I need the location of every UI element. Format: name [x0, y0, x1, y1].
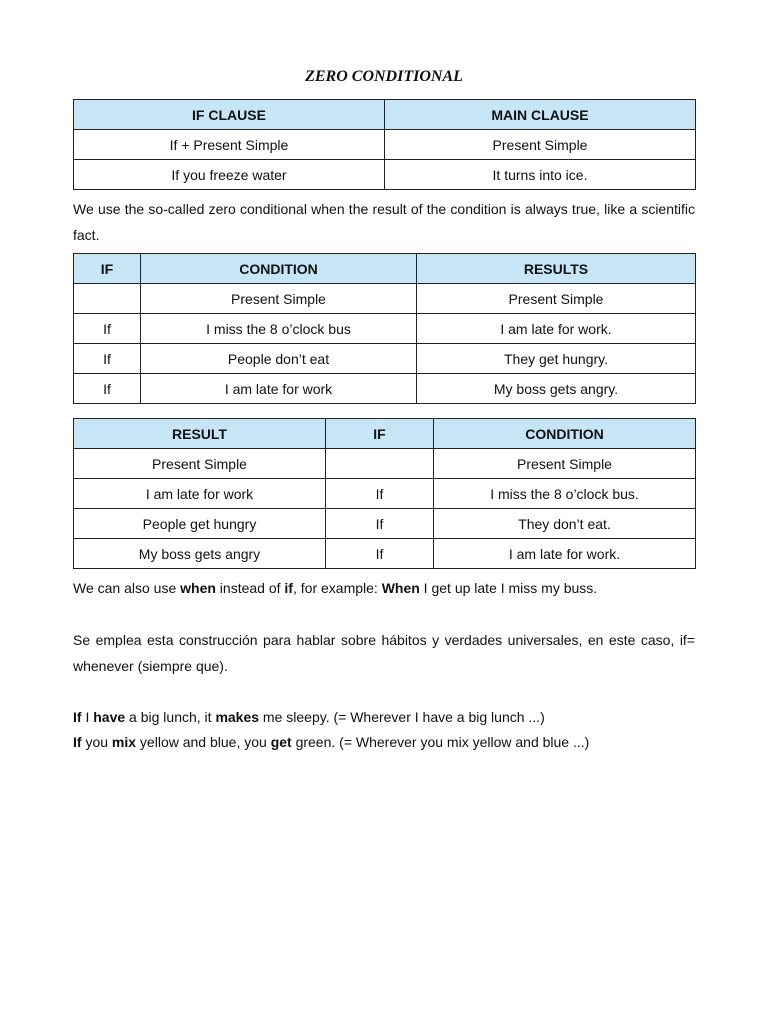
- table-cell: If + Present Simple: [74, 130, 385, 160]
- table-cell: Present Simple: [141, 284, 417, 314]
- table-cell: They don’t eat.: [434, 509, 696, 539]
- table-header-row: [74, 100, 696, 130]
- header-cell: IF: [74, 254, 141, 284]
- table-cell: It turns into ice.: [385, 160, 696, 190]
- table-cell: If: [326, 509, 434, 539]
- header-cell: IF CLAUSE: [74, 100, 385, 130]
- table-cell: Present Simple: [74, 449, 326, 479]
- table-cell: I am late for work.: [417, 314, 696, 344]
- table-cell: [74, 284, 141, 314]
- table-header-row: [74, 419, 696, 449]
- table-cell: My boss gets angry.: [417, 374, 696, 404]
- spanish-explanation-paragraph: Se emplea esta construcción para hablar sobre hábitos y verdades universales, en este caso, if= whenever (siempre que).: [73, 632, 695, 674]
- table-cell: Present Simple: [417, 284, 696, 314]
- bold-text: If: [73, 709, 82, 725]
- zero-conditional-table: [73, 99, 696, 190]
- explanation-paragraph: We use the so-called zero conditional when the result of the condition is always true, like a scientific fact.: [73, 201, 695, 243]
- bold-text: When: [381, 580, 420, 596]
- header-cell: MAIN CLAUSE: [385, 100, 696, 130]
- table-row: [74, 539, 696, 569]
- table-row: [74, 284, 696, 314]
- bold-text: mix: [111, 734, 137, 750]
- table-cell: I am late for work: [141, 374, 417, 404]
- table-row: [74, 314, 696, 344]
- header-cell: IF: [326, 419, 434, 449]
- table-cell: My boss gets angry: [74, 539, 326, 569]
- header-cell: CONDITION: [434, 419, 696, 449]
- bold-text: If: [73, 734, 82, 750]
- bold-text: when: [180, 580, 216, 596]
- text-span: you: [81, 734, 112, 750]
- example-sentence-2: [73, 729, 695, 755]
- page-title: ZERO CONDITIONAL: [305, 68, 463, 85]
- table-header-row: [74, 254, 696, 284]
- table-cell: If: [326, 479, 434, 509]
- table-cell: They get hungry.: [417, 344, 696, 374]
- table-cell: If: [326, 539, 434, 569]
- result-if-condition-table: [73, 418, 696, 569]
- bold-text: if: [284, 580, 293, 596]
- bold-text: makes: [215, 709, 260, 725]
- text-span: , for example:: [292, 580, 382, 596]
- table-row: [74, 344, 696, 374]
- table-row: [74, 479, 696, 509]
- header-cell: RESULT: [74, 419, 326, 449]
- table-row: [74, 509, 696, 539]
- table-cell: People don’t eat: [141, 344, 417, 374]
- example-sentence-1: [73, 704, 695, 730]
- text-span: We can also use: [73, 580, 181, 596]
- table-row: [74, 130, 696, 160]
- table-cell: Present Simple: [385, 130, 696, 160]
- header-cell: CONDITION: [141, 254, 417, 284]
- text-span: instead of: [215, 580, 285, 596]
- when-usage-paragraph: [73, 575, 695, 601]
- table-cell: [326, 449, 434, 479]
- table-row: [74, 449, 696, 479]
- table-cell: I am late for work: [74, 479, 326, 509]
- table-cell: People get hungry: [74, 509, 326, 539]
- header-cell: RESULTS: [417, 254, 696, 284]
- text-span: me sleepy. (= Wherever I have a big lunch ...): [259, 709, 545, 725]
- text-span: I: [81, 709, 94, 725]
- table-cell: I miss the 8 o’clock bus.: [434, 479, 696, 509]
- table-cell: If: [74, 344, 141, 374]
- table-cell: I am late for work.: [434, 539, 696, 569]
- bold-text: have: [93, 709, 126, 725]
- table-cell: If: [74, 374, 141, 404]
- table-cell: Present Simple: [434, 449, 696, 479]
- table-cell: If you freeze water: [74, 160, 385, 190]
- table-row: [74, 160, 696, 190]
- table-cell: I miss the 8 o’clock bus: [141, 314, 417, 344]
- text-span: a big lunch, it: [125, 709, 216, 725]
- if-condition-results-table: [73, 253, 696, 404]
- text-span: yellow and blue, you: [136, 734, 271, 750]
- text-span: I get up late I miss my buss.: [419, 580, 598, 596]
- text-span: green. (= Wherever you mix yellow and blue ...): [291, 734, 590, 750]
- table-cell: If: [74, 314, 141, 344]
- bold-text: get: [270, 734, 292, 750]
- table-row: [74, 374, 696, 404]
